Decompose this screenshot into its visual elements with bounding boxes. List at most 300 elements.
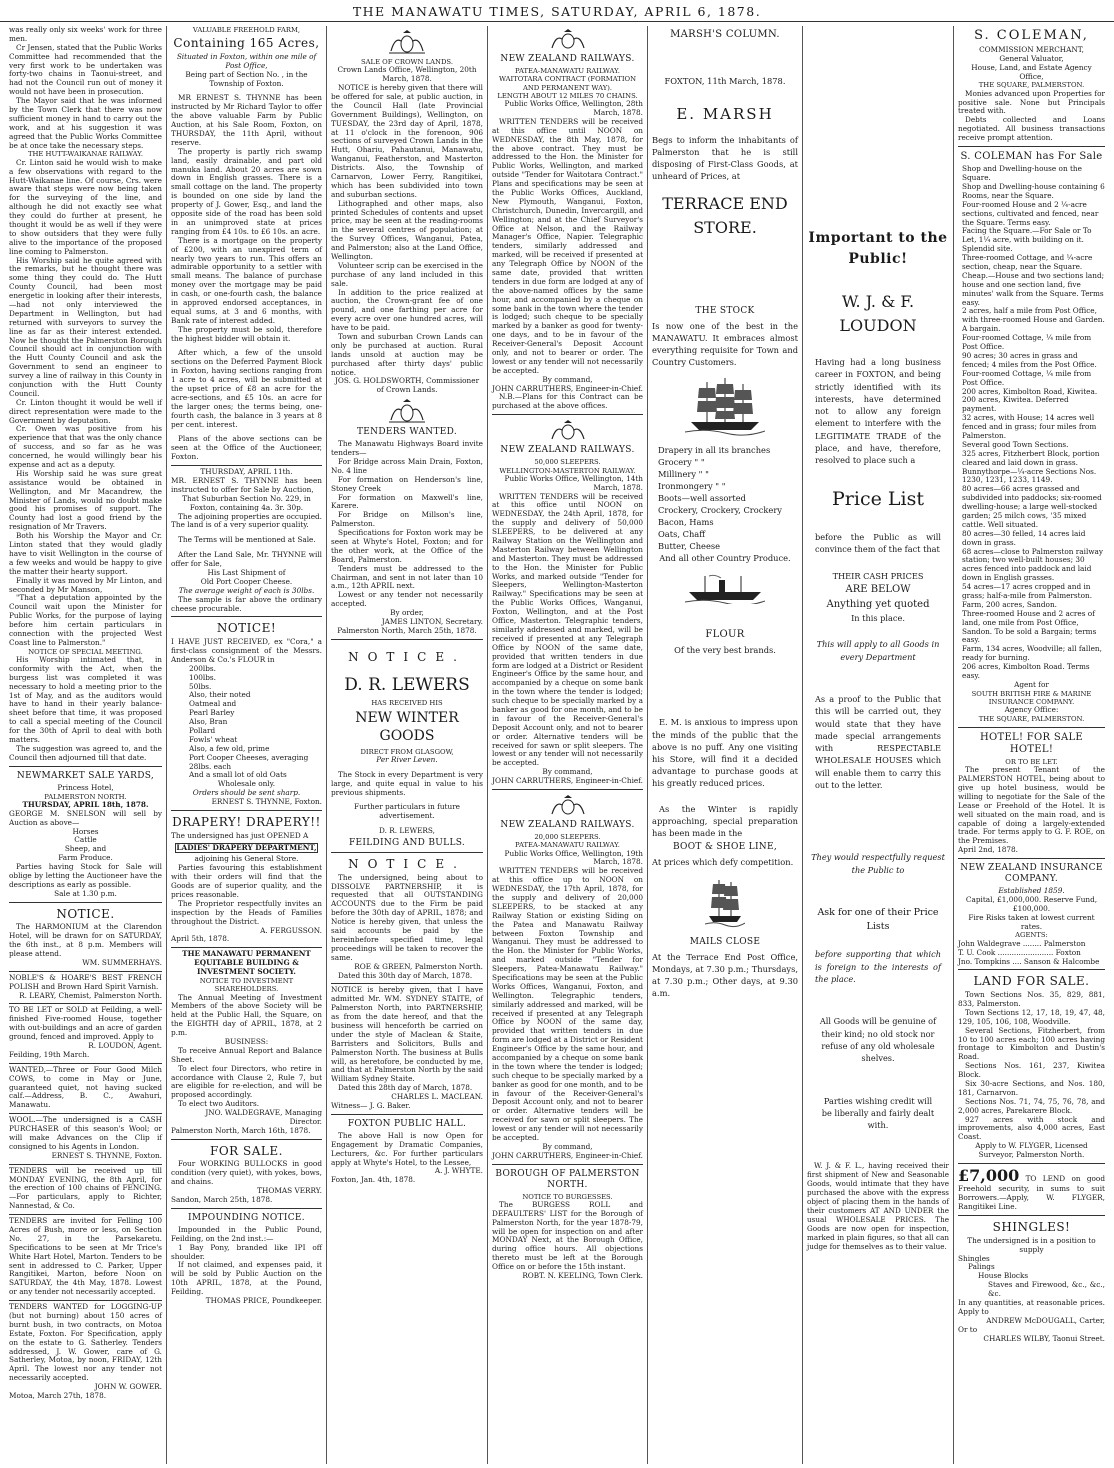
council-text: Cr. Linton said he would wish to make a few observations with regard to the Hutt-Waikanae line. Of course, Crs. were aware that steps were now being taken for the surveying of the line, and although he did not exactly see what they could do further at present, he thought it would be as well if they were to show outsiders that they were fully alive to the importance of the proposed line coming to Palmerston. — [9, 157, 162, 256]
list-item: Three-roomed Cottage, and ¼-acre section, cheap, near the Square. — [962, 253, 1093, 272]
ad-text: The average weight of each is 30lbs. — [178, 585, 315, 595]
ad-text: The Proprietor respectfully invites an inspection by the Heads of Families throughout the District. — [171, 898, 322, 926]
ad-signature: Apply to W. FLYGER, Licensed Surveyor, Palmerston North. — [975, 1141, 1088, 1160]
ad-text: SOUTH BRITISH FIRE & MARINE INSURANCE COMPANY. — [971, 689, 1092, 707]
ad-text: In any quantities, at reasonable prices. Apply to — [958, 1298, 1105, 1316]
royal-crest-icon — [492, 420, 643, 442]
royal-crest-icon — [492, 795, 643, 817]
ad-text: For Bridge on Millson's line, Palmerston. — [331, 510, 483, 529]
ad-signature: JOHN CARRUTHERS, Engineer-in-Chief. — [492, 1150, 643, 1160]
ad-subheading: PALMERSTON NORTH. — [44, 792, 127, 801]
ad-text: GEORGE M. SNELSON will sell by Auction as above— — [9, 808, 162, 827]
ad-heading: FOXTON PUBLIC HALL. — [347, 1118, 467, 1129]
foxton-hall-ad — [331, 1114, 483, 1185]
list-item: Shingles — [958, 1253, 990, 1263]
ad-text: After which, a few of the unsold sections on the Deferred Payment Block in Foxton, having sections ranging from 1 acre to 4 acres, will be submitted at the upset price of £8 an acre for the acre-sections, and £5 10s. an acre for the larger ones; the terms being, one-fourth cash, the balance in 3 years at 8 per cent. interest. — [171, 348, 322, 429]
ad-item: Cattle — [74, 835, 97, 845]
ad-text: TO BE LET or SOLD at Feilding, a well-finished Five-roomed House, together with out-buildings and an acre of garden ground, fenced and improved. Apply to — [9, 1005, 162, 1042]
ad-text: The Terms will be mentioned at Sale. — [178, 535, 316, 545]
flour-notice — [171, 616, 322, 807]
tenders-logging-ad — [9, 1300, 162, 1401]
ad-text: Monies advanced upon Properties for positive sale. None but Principals treated with. — [958, 88, 1105, 116]
ad-text: Volunteer scrip can be exercised in the purchase of any land included in this sale. — [331, 260, 483, 288]
list-item: And a small lot of old Oats — [189, 770, 287, 780]
ad-text: adjoining his General Store. — [194, 854, 299, 864]
marsh-column-title: MARSH'S COLUMN. — [670, 29, 780, 40]
borough-notice — [492, 1164, 643, 1281]
list-item: Several good Town Sections. — [962, 439, 1069, 449]
council-text: was really only six weeks' work for three men. — [9, 26, 162, 43]
ad-date: Palmerston North, March 25th, 1878. — [337, 625, 477, 635]
newspaper-page — [5, 26, 1109, 1464]
column-5 — [648, 26, 803, 1464]
ad-text: Four WORKING BULLOCKS in good condition (very quiet), with yokes, bows, and chains. — [171, 1159, 322, 1187]
ad-text: Town Sections 12, 17, 18, 19, 47, 48, 129, 105, 106, 108, Woodville. — [958, 1007, 1105, 1026]
council-text: Cr. Owen was positive from his experience that that was the only chance of success, and so far as he was concerned, he would willingly bear his expense and act as a deputy. — [9, 424, 162, 470]
list-item: Facing the Square.—For Sale or To Let, 1¼ acre, with building on it. Splendid site. — [962, 226, 1092, 254]
ad-heading: TENDERS WANTED. — [356, 427, 458, 438]
ad-heading: S. COLEMAN, — [974, 28, 1089, 43]
ad-heading: NEW ZEALAND RAILWAYS. — [500, 54, 635, 64]
ad-text: TO LEND on good Freehold security, in sums to suit Borrowers.—Apply, W. FLYGER, Rangitikei Line. — [958, 1173, 1105, 1212]
ad-date: Dated this 30th day of March, 1878. — [338, 970, 473, 980]
ad-signature: ROBT. N. KEELING, Town Clerk. — [522, 1271, 643, 1281]
ad-text: T. U. Cook ........................ Foxton — [958, 947, 1081, 957]
ad-text: WOOL.—The undersigned is a CASH PURCHASER of this season's Wool; or will make Advances on the Clip if consigned to his Agents in London. — [9, 1115, 162, 1151]
ad-text: Sections Nos. 161, 237, Kiwitea Block. — [958, 1061, 1105, 1080]
list-item: Crockery, Crockery, Crockery — [658, 504, 782, 515]
ad-signature: ROE & GREEN, Palmerston North. — [354, 961, 483, 971]
ad-text: Or to — [958, 1324, 978, 1334]
newmarket-ad — [9, 766, 162, 899]
ad-text: Capital, £1,000,000. Reserve Fund, £100,000. — [965, 894, 1098, 913]
marsh-text: And all other Country Produce. — [659, 552, 791, 563]
list-item: Four-roomed Cottage, ¼ mile from Post Office. — [962, 368, 1092, 387]
sailing-ship-icon — [652, 876, 798, 928]
ad-subheading: OR TO BE LET. — [1005, 757, 1058, 766]
cash-prices-line: THEIR CASH PRICES — [832, 570, 924, 581]
ad-subheading: House, Land, and Estate Agency Office, — [971, 62, 1092, 81]
ad-text: NOTICE is hereby given that there will be offered for sale, at public auction, in the Council Hall (late Provincial Government Buildings), Wellington, on TUESDAY, the 23rd day of April, 1878, at 11 o'clock in the forenoon, 906 sections of surveyed Crown Lands in the Hutt, Ohariu, Pahautanui, Manawatu, Wanganui, Featherston, and Masterton Districts. Also, the Township of Carnarvon, Lower Ferry, Rangitikei, which has been subdivided into town and suburban sections. — [331, 83, 483, 199]
ad-text: Sections Nos. 71, 74, 75, 76, 78, and 2,000 acres, Parekarere Block. — [958, 1096, 1105, 1115]
ad-text: BUSINESS: — [224, 1037, 269, 1046]
list-item: 50lbs. — [189, 681, 212, 691]
ad-subheading: THE SQUARE, PALMERSTON. — [978, 81, 1085, 90]
flour-list — [171, 665, 322, 781]
ad-signature: ANDREW McDOUGALL, Carter, — [986, 1315, 1105, 1325]
ad-text: Orders should be sent sharp. — [192, 788, 301, 798]
column-2 — [167, 26, 327, 1464]
building-society-ad — [171, 947, 322, 1135]
ad-text: For formation on Maxwell's line, Karere. — [331, 492, 483, 511]
ad-text: The present Tenant of the PALMERSTON HOTEL, being about to give up hotel business, would be willing to negotiate for the Sale of the Lease or Freehold of the Hotel. It is well situated on the main road, and is capable of doing a largely-extended trade. For terms apply to G. F. ROE, on the Premises. — [958, 765, 1105, 846]
loudon-text: They would respectfully request the Public to — [811, 852, 945, 875]
marsh-name: E. MARSH — [676, 104, 774, 123]
ad-subheading: PATEA-MANAWATU RAILWAY. — [515, 66, 620, 75]
ad-heading: IMPOUNDING NOTICE. — [188, 1212, 305, 1223]
railway-waitotara-ad — [492, 29, 643, 411]
ad-subheading: PATEA-MANAWATU RAILWAY. — [515, 841, 620, 850]
list-item: 90 acres; 30 acres in grass and fenced; 4 miles from the Post Office. — [962, 350, 1097, 369]
ad-text: THE SQUARE, PALMERSTON. — [978, 715, 1085, 724]
list-item: 80 acres—66 acres grassed and subdivided into paddocks; six-roomed dwelling-house; a large well-stocked garden; 25 milch cows, '35 mixed cattle. Well situated. — [962, 484, 1102, 529]
ad-heading: NEWMARKET SALE YARDS, — [16, 770, 155, 781]
list-item: Palings — [968, 1262, 995, 1272]
ad-text: For Bridge across Main Drain, Foxton, No. 4 line — [331, 456, 483, 475]
ad-text: The property must be sold, therefore the highest bidder will obtain it. — [171, 324, 322, 343]
ad-heading: LAND FOR SALE. — [973, 974, 1090, 989]
ad-heading: SHINGLES! — [992, 1220, 1071, 1235]
wool-ad — [9, 1113, 162, 1160]
ad-text: The Stock in every Department is very large, and quite equal in value to his previous shipments. — [331, 769, 483, 797]
list-item: Oats, Chaff — [658, 528, 706, 539]
marsh-text: At the Terrace End Post Office, Mondays, at 7.30 p.m.; Thursdays, at 7.30 p.m.; Other days, at 9.30 a.m. — [652, 951, 798, 998]
ad-date: Public Works Office, Wellington, 14th March, 1878. — [504, 473, 643, 492]
list-item: Shop and Dwelling-house containing 6 Rooms, near the Square. — [962, 182, 1105, 200]
ad-text: By command, — [542, 1141, 593, 1151]
column-6 — [803, 26, 954, 1464]
loudon-text: before supporting that which is foreign to the interests of the place. — [815, 949, 941, 985]
steamship-icon — [652, 572, 798, 604]
list-item: 68 acres—close to Palmerston railway station; two well-built houses; 30 acres fenced into paddock and laid down in English grasses. — [962, 546, 1104, 583]
ad-date: Public Works Office, Wellington, 28th March, 1878. — [504, 99, 643, 117]
column-4 — [488, 26, 648, 1464]
ad-heading: NEW ZEALAND INSURANCE COMPANY. — [960, 863, 1103, 885]
ad-text: The undersigned is in a position to supply — [967, 1235, 1096, 1254]
list-item: 2 acres, half a mile from Post Office, with three-roomed House and Garden. A bargain. — [962, 306, 1105, 334]
marsh-text: E. M. is anxious to impress upon the minds of the public that the above is no puff. Any one visiting his Store, will find it a decided advantage to purchase goods at his greatly reduced prices. — [652, 717, 798, 788]
list-item: Pollard — [189, 725, 216, 735]
loudon-text: This will apply to all Goods in every Department — [816, 639, 940, 662]
council-text: Both his Worship the Mayor and Cr. Linton stated that they would gladly have to visit Wellington in the course of a few weeks and would be happy to give the matter their hearty support. — [9, 531, 162, 576]
royal-crest-icon — [331, 29, 483, 55]
loudon-text: Having had a long business career in FOXTON, and being strictly identified with its interests, have determined not to allow any foreign element to interfere with the LEGITIMATE TRADE of the place, and have, therefore, resolved to place such a — [815, 357, 941, 466]
ad-signature: WM. SUMMERHAYS. — [82, 957, 162, 967]
ad-text: The HARMONIUM at the Clarendon Hotel, will be drawn for on SATURDAY, the 6th inst., at 8 p.m. Members will please attend. — [9, 922, 162, 958]
ad-time: Sale at 1.30 p.m. — [54, 888, 117, 898]
ad-text: WRITTEN TENDERS will be received at this office until NOON on WEDNESDAY, the 8th May, 1878, for the above contract. They must be addressed to the Hon. the Minister for Public Works, Wellington, and marked outside "Tender for Waitotara Contract." Plans and specifications may be seen at the Public Works Offices, Auckland, New Plymouth, Wanganui, Foxton, Christchurch, Dunedin, Invercargill, and Wellington; and at the Chief Surveyor's Office at Nelson, and the Railway Manager's Office, Napier. Telegraphic tenders, similarly addressed and marked, will be received if presented at any Telegraph Office by NOON of the same date, provided that written tenders in due form are lodged at any of the above-named offices by the same hour, and accompanied by a cheque on some bank in the town where the tender is lodged; such cheque to be specially marked by a banker as good for twenty-one days, and to be in favour of the Receiver-General's Deposit Account only, and not to bearer or order. The lowest or any tender will not necessarily be accepted. — [492, 116, 643, 375]
list-item: Three-roomed House and 2 acres of land, one mile from Post Office, Sandon. To be sold a Bargain; terms easy. — [962, 608, 1097, 645]
ad-text: Fire Risks taken at lowest current rates. — [968, 912, 1095, 931]
council-text: His Worship said he quite agreed with the remarks, but he thought there was some thing they could do. The Hutt County Council, had been most energetic in looking after their interests,—had not only interviewed the Department in Wellington, but had returned with surveyors to survey the line as far as their interest extended. Now he thought the Palmerston Borough Council should act in conjunction with the Hutt County Council and ask the Government to send an engineer to survey a line of railway in this County in conjunction with the Hutt County Council. — [9, 255, 162, 398]
ad-text: TENDERS are invited for Felling 100 Acres of Bush, more or less, on Section No. 27, in the Parsekaretu. Specifications to be seen at Mr Trice's White Hart Hotel, Marton. Tenders to be sent in addressed to C. Parker, Upper Rangitikei, Marton, before Noon on SATURDAY, the 4th May, 1878. Lowest or any tender not necessarily accepted. — [9, 1216, 162, 1297]
ad-text: For formation on Henderson's line, Stoney Creek — [331, 474, 483, 493]
list-item: Cheap.—House and two sections land; house and one section land, five minutes' walk from the Square. Terms easy. — [962, 270, 1105, 307]
ad-heading: NOTICE. — [348, 649, 466, 664]
ad-signature: A. FERGUSSON. — [260, 925, 322, 935]
list-item: Bacon, Hams — [658, 516, 714, 527]
ad-text: MR ERNEST S. THYNNE has been instructed by Mr Richard Taylor to offer the above valuable Farm by Public Auction, at his Sale Room, Foxton, on THURSDAY, the 11th April, without reserve. — [171, 93, 322, 147]
subheading: NOTICE OF SPECIAL MEETING. — [28, 647, 143, 656]
ad-heading: NOTICE. — [56, 906, 115, 921]
ad-date: Palmerston North, March 16th, 1878. — [171, 1125, 311, 1135]
stock-heading: THE STOCK — [695, 305, 755, 316]
terrace-end-store-heading: TERRACE END STORE. — [662, 194, 788, 237]
ad-date: THURSDAY, APRIL 18th, 1878. — [22, 799, 149, 809]
ad-date: Public Works Office, Wellington, 19th March, 1878. — [504, 848, 643, 867]
ad-signature: JNO. WALDEGRAVE, Managing Director. — [205, 1108, 322, 1127]
ad-text: AGENTS: — [1015, 931, 1048, 940]
ad-date: Feilding, 19th March. — [9, 1049, 90, 1059]
ad-text: Further particulars in future advertisement. — [354, 802, 460, 821]
ad-text: The BURGESS ROLL and DEFAULTERS' LIST for the Borough of Palmerston North, for the year 1878-79, will be open for inspection on and after MONDAY Next, at the Borough Office, during office hours. All objections thereto must be left at the Borough Office on or before the 15th instant. — [492, 1199, 643, 1272]
list-item: Boots—well assorted — [658, 492, 746, 503]
list-item: Port Cooper Cheeses, averaging 28lbs. each — [189, 752, 309, 771]
cash-prices-line: ARE BELOW — [845, 584, 911, 596]
ad-text: WRITTEN TENDERS will be received at this office until NOON on WEDNESDAY, the 24th April, 1878, for the supply and delivery of 50,000 SLEEPERS, to be delivered at any Railway Station on the Wellington and Masterton Railway between Wellington and Masterton. They must be addressed to the Hon. the Minister for Public Works, and marked outside "Tender for Sleepers, Wellington-Masterton Railway." Specifications may be seen at the Public Works Offices, Wanganui, Foxton, Wellington, and at the Post Office, Masterton. Telegraphic tenders, similarly addressed and marked, will be received if presented at any Telegraph Office by NOON of the same date, provided that written tenders in due form are lodged at a District or Resident Engineer's Office by the same hour, and accompanied by a cheque on some bank in the town where the tender is lodged; such cheque to be specially marked by a banker as good for one month, and to be in favour of the Receiver-General's Deposit Account only, and not to bearer or order. Alternative tenders will be received for sawn or split sleepers. The lowest or any tender will not necessarily be accepted. — [492, 491, 643, 768]
ad-heading: S. COLEMAN has For Sale — [960, 151, 1103, 163]
harmonium-notice — [9, 902, 162, 968]
council-text: Cr Jensen, stated that the Public Works Committee had recommended that the very first work to be undertaken was forty-two chains in Taonui-street, and had not the Council run out of money it would not have been in prosecution. — [9, 42, 162, 97]
council-text: The Mayor said that he was informed by the Town Clerk that there was now sufficient money in hand to carry out the work, and at his suggestion it was agreed that the Public Works Committee be at once take the necessary steps. — [9, 96, 162, 150]
list-item: 54 acres—17 acres cropped and in grass; half-a-mile from Palmerston. — [962, 582, 1093, 600]
ad-signature: FEILDING AND BULLS. — [348, 838, 466, 849]
ad-text: Six 30-acre Sections, and Nos. 180, 181, Carnarvon. — [958, 1078, 1105, 1097]
ad-text: John Waldegrave ........ Palmerston — [958, 938, 1086, 948]
ad-text: The sample is far above the ordinary cheese procurable. — [171, 594, 322, 613]
loudon-firm-name: W. J. & F. LOUDON — [839, 292, 917, 335]
royal-crest-icon — [492, 29, 643, 51]
ad-text: I HAVE JUST RECEIVED, ex "Cora," a first-class consignment of the Messrs. Anderson & Co.'s FLOUR in — [171, 637, 322, 664]
ad-signature: JOHN W. GOWER. — [94, 1382, 162, 1392]
ad-signature: JOHN CARRUTHERS, Engineer-in-Chief. — [492, 776, 643, 786]
ad-signature: R. LOUDON, Agent. — [88, 1040, 162, 1050]
ad-text: Parties having Stock for Sale will oblige by letting the Auctioneer have the descriptions as early as possible. — [9, 862, 162, 889]
cash-prices-line: Anything yet quoted — [826, 599, 930, 611]
list-item: Also, Bran — [189, 717, 228, 727]
list-item: Bunnythorpe—¼-acre Sections Nos. 1230, 1231, 1233, 1149. — [962, 466, 1097, 485]
list-item: Farm, 134 acres, Woodville; all fallen, ready for burning. — [962, 644, 1102, 663]
ad-text: Town and suburban Crown Lands can only be purchased at auction. Rural lands unsold at auction may be purchased after thirty days' public notice. — [331, 332, 483, 377]
council-text: The suggestion was agreed to, and the Council then adjourned till that date. — [9, 743, 162, 762]
ad-text: After the Land Sale, Mr. THYNNE will offer for Sale, — [171, 550, 322, 569]
freehold-farm-ad — [171, 26, 322, 462]
ad-text: NOTICE is hereby given, that I have admitted Mr. WM. SYDNEY STAITE, of Palmerston North, into PARTNERSHIP, as from the date hereof, and that the business will henceforth be carried on under the style of Maclean & Staite, Barristers and Solicitors, Bulls and Palmerston North. The business at Bulls will, as heretofore, be conducted by me, and that at Palmerston North by the said William Sydney Staite. — [331, 985, 483, 1084]
ad-text: The undersigned has just OPENED A — [171, 830, 309, 840]
newspaper-title: THE MANAWATU TIMES, SATURDAY, APRIL 6, 1878. — [352, 4, 762, 19]
list-item: Shop and Dwelling-house on the Square. — [962, 164, 1082, 183]
ad-signature: D. R. LEWERS, — [379, 826, 435, 836]
ad-heading: THE MANAWATU PERMANENT EQUITABLE BUILDING & INVESTMENT SOCIETY. — [182, 949, 311, 977]
drapery-ad — [171, 810, 322, 944]
list-item: Oatmeal and — [189, 699, 237, 709]
masthead — [0, 4, 1114, 22]
ad-date: Dated this 28th day of March, 1878. — [338, 1083, 473, 1093]
list-item: 200 acres, Kiwitea. Deferred payment. — [962, 395, 1069, 414]
ad-text: NOBLE'S & HOARE'S BEST FRENCH POLISH and Brown Hard Spirit Varnish. — [9, 972, 162, 991]
ad-item: Farm Produce. — [58, 853, 113, 863]
list-item: Grocery " " — [658, 456, 705, 467]
council-text: His Worship intimated that, in conformity with the Act, when the burgess list was completed it was necessary to hold a meeting prior to the 1st of May, and as the auditors would have to hand in their yearly balance-sheet before that time, it was proposed to call a special meeting of the Council for the 30th of April to deal with both matters. — [9, 655, 162, 745]
list-item: 325 acres, Fitzherbert Block, portion cleared and laid down in grass. — [962, 448, 1100, 467]
ad-text: Witness— J. G. Baker. — [331, 1100, 411, 1110]
ad-text: Impounded in the Public Pound, Feilding, on the 2nd inst.:— — [171, 1224, 322, 1243]
list-item: House Blocks — [978, 1271, 1029, 1281]
ad-text: Lithographed and other maps, also printed Schedules of contents and upset price, may be seen at the reading-rooms in the several centres of population; at the Survey Offices, Wanganui, Patea, and Palmerston; also at the Land Office, Wellington. — [331, 198, 483, 261]
ad-text: Old Port Cooper Cheese. — [200, 576, 293, 586]
ad-date: April 5th, 1878. — [171, 934, 230, 944]
mails-heading: MAILS CLOSE — [689, 936, 761, 947]
boot-shoe-heading: BOOT & SHOE LINE, — [672, 841, 778, 852]
ad-text: To receive Annual Report and Balance Sheet. — [171, 1045, 322, 1064]
ad-subheading: General Valuator, — [999, 53, 1064, 63]
ad-text: By order, — [390, 608, 424, 618]
ad-signature: THOMAS VERRY. — [257, 1186, 322, 1196]
lewers-ad — [331, 639, 483, 849]
ad-signature: JOHN CARRUTHERS, Engineer-in-Chief. — [492, 383, 643, 393]
ad-signature: R. LEARY, Chemist, Palmerston North. — [19, 990, 162, 1000]
ad-text: In addition to the price realized at auction, the Crown-grant fee of one pound, and one farthing per acre for every acre over one hundred acres, will have to be paid. — [331, 287, 483, 333]
column-7 — [954, 26, 1109, 1464]
to-let-ad — [9, 1003, 162, 1059]
council-text: Cr. Linton thought it would be well if direct representation were made to the Government by deputation. — [9, 397, 162, 425]
column-3 — [327, 26, 488, 1464]
hotel-for-sale-ad — [958, 727, 1105, 856]
ad-subheading: Being part of Section No. , in the Township of Foxton. — [185, 69, 308, 88]
ad-subheading: 20,000 SLEEPERS. — [534, 832, 601, 841]
list-item: Millinery " " — [658, 468, 709, 479]
ad-text: Debts collected and Loans negotiated. All business transactions receive prompt attention. — [958, 115, 1105, 143]
ad-text: Wholesale only. — [217, 779, 276, 789]
ad-item: Sheep, and — [64, 844, 107, 854]
marsh-text: Of the very best brands. — [674, 645, 776, 656]
ad-item: Horses — [72, 826, 99, 836]
ad-signature: ERNEST S. THYNNE, Foxton. — [51, 1150, 162, 1160]
ad-signature: THOMAS PRICE, Poundkeeper. — [205, 1295, 322, 1305]
ad-text: By command, — [542, 374, 593, 384]
loudon-text: As a proof to the Public that this will be carried out, they would state that they have made special arrangements with RESPECTABLE WHOLESALE HOUSES which will enable them to carry this out to the letter. — [815, 693, 941, 791]
ad-subheading: WAITOTARA CONTRACT (FORMATION AND PERMANENT WAY). — [498, 75, 637, 92]
ad-text: Tenders must be addressed to the Chairman, and sent in not later than 10 a.m., 12th APRIL next. — [331, 563, 483, 591]
winter-goods-heading: NEW WINTER GOODS — [355, 710, 459, 744]
ad-text: To elect four Directors, who retire in accordance with Clause 2, Rule 7, but are eligible for re-election, and will be proposed accordingly. — [171, 1063, 322, 1100]
list-item: 100lbs. — [189, 672, 216, 682]
partnership-notice — [331, 983, 483, 1110]
ask-price-lists: Ask for one of their Price Lists — [817, 906, 939, 933]
ad-text: The undersigned, being about to DISSOLVE PARTNERSHIP, it is requested that all OUTSTANDING ACCOUNTS due to the Firm be paid before the 30th day of APRIL, 1878; and Notice is hereby given, that unless the said accounts be paid by the hereinbefore specified time, legal proceedings will be taken to recover the same. — [331, 872, 483, 962]
royal-crest-icon — [331, 398, 483, 424]
ad-text: The Annual Meeting of Investment Members of the above Society will be held at the Public Hall, the Square, on the EIGHTH day of APRIL, 1878, at 2 p.m. — [171, 992, 322, 1038]
ad-heading: DRAPERY! DRAPERY!! — [172, 815, 321, 829]
list-item: Drapery in all its branches — [658, 444, 771, 455]
price-list-heading: Price List — [832, 487, 924, 510]
ad-signature: CHARLES L. MACLEAN. — [391, 1092, 483, 1102]
cash-prices-line: In this place. — [851, 613, 905, 624]
nz-insurance-ad — [958, 858, 1105, 966]
ad-text: Parties favouring this establishment with their orders will find that the Goods are of superior quality, and the prices reasonable. — [171, 863, 322, 899]
stock-list — [652, 444, 798, 552]
ad-text: Several Sections, Fitzherbert, from 10 to 100 acres each; 100 acres having frontage to Kimbolton and Dustin's Road. — [958, 1025, 1105, 1062]
ad-text: Agency Office: — [1004, 705, 1059, 715]
column-1 — [5, 26, 167, 1464]
ad-text: By command, — [542, 767, 593, 777]
ad-subheading: COMMISSION MERCHANT, — [979, 44, 1084, 54]
ad-text: The adjoining properties are occupied. The land is of a very superior quality. — [171, 511, 322, 530]
sailing-ship-icon — [652, 376, 798, 436]
money-to-lend-ad — [958, 1163, 1105, 1212]
ad-text: To elect two Auditors. — [178, 1099, 260, 1109]
ad-text: Agent for — [1014, 679, 1049, 689]
important-heading: Important to the Public! — [808, 230, 948, 267]
ad-heading: NOTICE. — [348, 857, 466, 872]
ad-signature: ERNEST S. THYNNE, Foxton. — [211, 797, 322, 807]
ad-signature: JAMES LINTON, Secretary. — [381, 617, 483, 627]
coleman-ad — [958, 28, 1105, 143]
shingles-ad — [958, 1215, 1105, 1343]
list-item: Four-roomed House and 2 ¼-acre sections, cultivated and fenced, near the Square. Terms easy. — [962, 199, 1099, 227]
list-item: 206 acres, Kimbolton Road. Terms easy. — [962, 662, 1090, 680]
ad-heading: NOTICE! — [216, 621, 277, 636]
marsh-text: Is now one of the best in the MANAWATU. It embraces almost everything requisite for Town and Country Customers. — [652, 320, 798, 367]
ad-date: Motoa, March 27th, 1878. — [9, 1391, 107, 1401]
tenders-wanted-ad — [331, 427, 483, 636]
subheading: THE HUTT-WAIKANAE RAILWAY. — [27, 150, 144, 159]
list-item: Four-roomed Cottage, ¼ mile from Post Office. — [962, 333, 1092, 352]
marsh-text: At prices which defy competition. — [652, 856, 794, 867]
impounding-notice — [171, 1208, 322, 1306]
loudon-text: All Goods will be genuine of their kind; no old stock nor refuse of any old wholesale shelves. — [819, 1016, 937, 1064]
ad-text: That Suburban Section No. 229, in Foxton, containing 4a. 3r. 30p. — [182, 493, 311, 512]
list-item: Ironmongery " " — [658, 480, 726, 491]
ad-heading: THURSDAY, APRIL 11th. — [200, 467, 293, 477]
ad-text: The property is partly rich swamp land, easily drainable, and part old manuka land. About 20 acres are sown down in English grasses. There is a small cottage on the land. The property is bounded on one side by land the property of J. Gower, Esq., and land the opposite side of the road has been sold in an unimproved state at prices ranging from £4 10s. to £6 10s. an acre. — [171, 146, 322, 236]
ad-text: Plans of the above sections can be seen at the Office of the Auctioneer, Foxton. — [171, 434, 322, 462]
loudon-text: before the Public as will convince them of the fact that — [815, 532, 941, 555]
list-item: Butter, Cheese — [658, 540, 721, 551]
list-item: Fowls' wheat — [189, 734, 238, 744]
land-for-sale-ad — [958, 969, 1105, 1160]
ad-text: TENDERS will be received up till MONDAY EVENING, the 8th April, for the erection of 100 chains of FENCING.—For particulars, apply to Richter, Nannestad, & Co. — [9, 1165, 162, 1211]
ad-text: 1 Bay Pony, branded like IPI off shoulder. — [171, 1242, 322, 1261]
ad-signature: CHARLES WILBY, Taonui Street. — [983, 1333, 1105, 1343]
railway-50000-sleepers-ad — [492, 414, 643, 786]
ad-subheading: Crown Lands Office, Wellington, 20th March, 1878. — [337, 65, 477, 84]
ad-subheading: WELLINGTON-MASTERTON RAILWAY. — [499, 466, 636, 475]
ad-text: The above Hall is now Open for Engagement by Dramatic Companies, Lecturers, &c. For further particulars apply at Whyte's Hotel, to the Lessee, — [331, 1130, 483, 1167]
ad-heading: FOR SALE. — [210, 1143, 283, 1158]
crown-lands-ad — [331, 58, 483, 395]
ad-date: Sandon, March 25th, 1878. — [171, 1194, 273, 1204]
ad-subheading: 50,000 SLEEPERS. — [534, 458, 601, 467]
council-text: "That a deputation appointed by the Council wait upon the Minister for Public Works, for the purpose of laying before him certain particulars in connection with the projected West Coast line to Palmerston." — [9, 593, 162, 647]
ad-text: If not claimed, and expenses paid, it will be sold by Public Auction on the 10th APRIL, 1878, at the Pound, Feilding. — [171, 1260, 322, 1297]
railway-20000-sleepers-ad — [492, 789, 643, 1161]
lewers-name: D. R. LEWERS — [344, 675, 470, 696]
bullocks-for-sale-ad — [171, 1139, 322, 1205]
marsh-date: FOXTON, 11th March, 1878. — [664, 75, 786, 86]
ad-subheading: Princess Hotel, — [57, 782, 114, 792]
list-item: Pearl Barley — [189, 708, 235, 718]
ad-text: Jno. Tompkins .... Sanson & Halcombe — [958, 956, 1100, 966]
ad-signature: JOS. G. HOLDSWORTH, Commissioner of Crown Lands. — [334, 376, 480, 395]
ad-date: April 2nd, 1878. — [958, 845, 1018, 855]
ad-subheading: HAS RECEIVED HIS — [371, 699, 443, 708]
list-item: 32 acres, with House; 14 acres well fenced and in grass; four miles from Palmerston. — [962, 413, 1097, 440]
ad-subheading: Established 1859. — [998, 886, 1065, 896]
tenders-felling-ad — [9, 1214, 162, 1297]
ad-text: N.B.—Plans for this Contract can be purchased at the above offices. — [492, 392, 643, 411]
ad-heading: VALUABLE FREEHOLD FARM, — [192, 26, 301, 34]
ad-text: LADIES' DRAPERY DEPARTMENT, — [176, 842, 317, 852]
dissolution-notice — [331, 852, 483, 980]
for-sale-list — [958, 165, 1105, 681]
council-text: Finally it was moved by Mr Linton, and seconded by Mr Manson, — [9, 575, 162, 594]
coleman-for-sale-ad — [958, 146, 1105, 723]
ad-text: WANTED,—Three or Four Good Milch COWS, to come in May or June, guaranteed quiet, not having sucked calf.—Address, B. C., Awahuri, Manawatu. — [9, 1064, 162, 1110]
loudon-text: W. J. & F. L., having received their first shipment of New and Seasonable Goods, would intimate that they have purchased the above with the express object of placing them in the hands of their customers AT AND UNDER the usual WHOLESALE PRICES. The Goods are now open for inspection, marked in plain figures, so that all can judge for themselves as to their value. — [807, 1161, 949, 1252]
ad-text: There is a mortgage on the property of £200, with an unexpired term of nearly two years to run. This offers an admirable opportunity to a settler with small means. The balance of purchase money over the mortgage may be paid in cash, or one-fourth cash, the balance in approved endorsed acceptances, in equal sums, at 3 and 6 months, with Bank rate of interest added. — [171, 235, 322, 325]
loudon-text: Parties wishing credit will be liberally and fairly dealt with. — [821, 1095, 935, 1131]
